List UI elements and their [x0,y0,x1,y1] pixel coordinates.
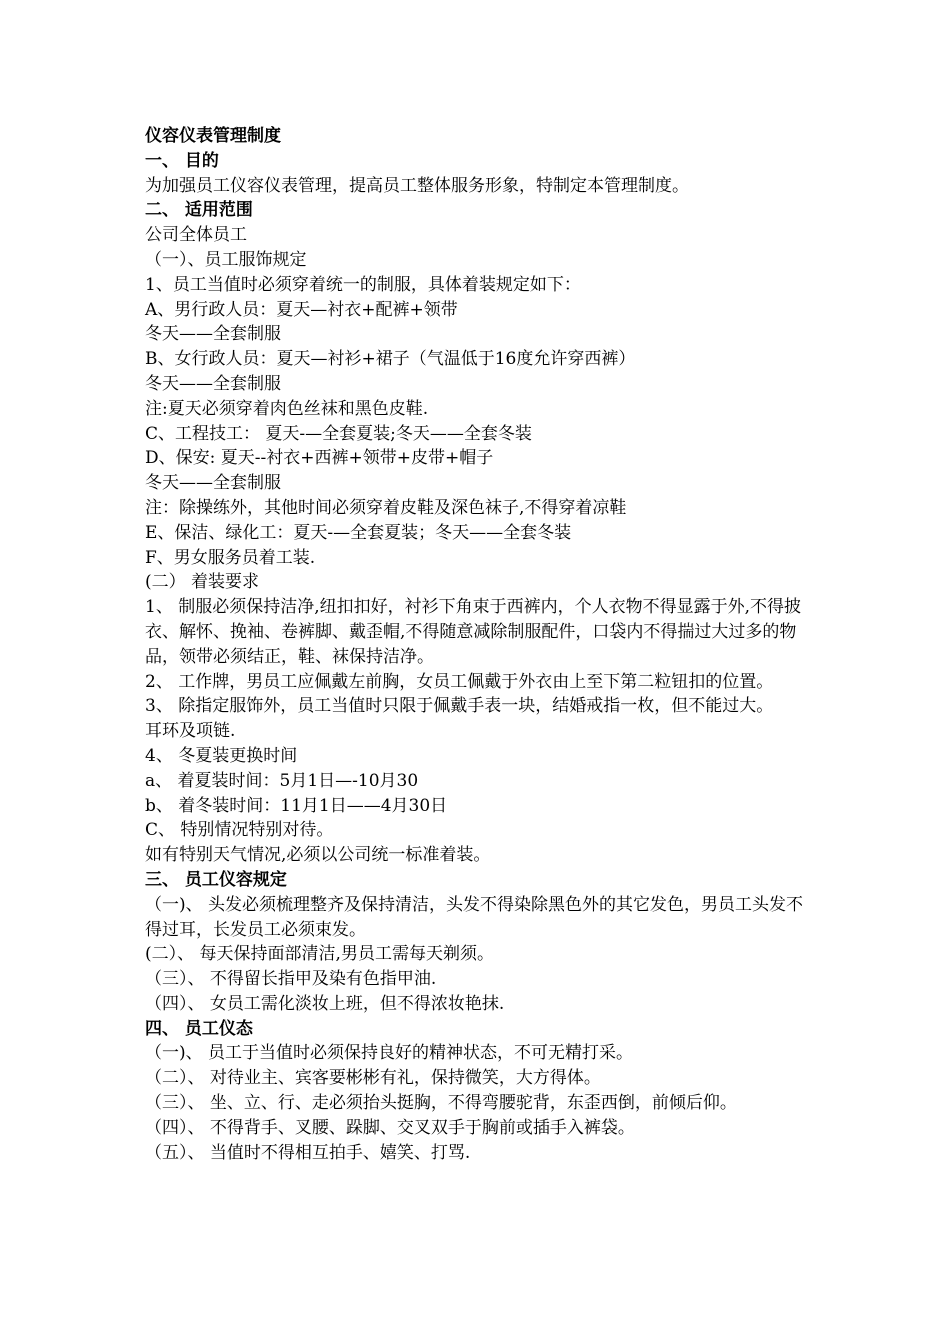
paragraph: （一)、 头发必须梳理整齐及保持清洁，头发不得染除黑色外的其它发色，男员工头发不得过耳，长发员工必须束发。 [145,894,804,940]
paragraph: 4、 冬夏装更换时间 [145,745,298,766]
paragraph: （一)、 员工于当值时必须保持良好的精神状态，不可无精打采。 [145,1043,634,1064]
list-item: E、保洁、绿化工：夏天-—全套夏装；冬天——全套冬装 [145,522,572,543]
paragraph: （四）、 女员工需化淡妆上班，但不得浓妆艳抹. [145,993,505,1014]
paragraph: （三）、 坐、立、行、走必须抬头挺胸，不得弯腰驼背，东歪西倒，前倾后仰。 [145,1093,737,1114]
note: 注:夏天必须穿着肉色丝袜和黑色皮鞋. [145,398,429,419]
section-heading-scope: 二、 适用范围 [145,200,253,221]
subsection-heading: (二） 着装要求 [145,572,260,593]
paragraph: 1、员工当值时必须穿着统一的制服，具体着装规定如下： [145,274,581,295]
paragraph: (二）、 每天保持面部清洁,男员工需每天剃须。 [145,944,494,965]
section-heading-appearance: 三、 员工仪容规定 [145,869,287,890]
paragraph: 2、 工作牌，男员工应佩戴左前胸，女员工佩戴于外衣由上至下第二粒钮扣的位置。 [145,671,774,692]
subsection-heading: （一）、员工服饰规定 [145,249,307,270]
paragraph: 如有特别天气情况,必须以公司统一标准着装。 [145,845,491,866]
list-item: 冬天——全套制服 [145,373,281,394]
list-item: F、男女服务员着工装. [145,547,316,568]
list-item: a、 着夏装时间：5月1日—-10月30 [145,770,419,791]
note: 注：除操练外，其他时间必须穿着皮鞋及深色袜子,不得穿着凉鞋 [145,497,627,518]
list-item: C、 特别情况特别对待。 [145,820,334,841]
paragraph: 3、 除指定服饰外，员工当值时只限于佩戴手表一块，结婚戒指一枚，但不能过大。 [145,696,774,717]
list-item: 冬天——全套制服 [145,324,281,345]
document-title: 仪容仪表管理制度 [145,126,281,146]
paragraph: 为加强员工仪容仪表管理，提高员工整体服务形象，特制定本管理制度。 [145,175,689,196]
list-item: A、男行政人员：夏天—衬衣+配裤+领带 [145,299,458,320]
list-item: b、 着冬装时间：11月1日——4月30日 [145,795,448,816]
paragraph: （三）、 不得留长指甲及染有色指甲油. [145,969,437,990]
section-heading-purpose: 一、 目的 [145,150,219,171]
paragraph: 1、 制服必须保持洁净,纽扣扣好，衬衫下角束于西裤内，个人衣物不得显露于外,不得披衣、解怀、挽袖、卷裤脚、戴歪帽,不得随意减除制服配件，口袋内不得揣过大过多的物品，领带必须结正，鞋、袜保持洁净。 [145,597,802,667]
paragraph: （四）、 不得背手、叉腰、跺脚、交叉双手于胸前或插手入裤袋。 [145,1117,635,1138]
list-item: D、保安: 夏天--衬衣+西裤+领带+皮带+帽子 [145,448,494,469]
paragraph: 耳环及项链. [145,721,236,742]
list-item: C、工程技工： 夏天-—全套夏装;冬天——全套冬装 [145,423,532,444]
section-heading-manner: 四、 员工仪态 [145,1018,253,1039]
paragraph: 公司全体员工 [145,225,247,246]
paragraph: （五）、 当值时不得相互拍手、嬉笑、打骂. [145,1142,471,1163]
list-item: 冬天——全套制服 [145,473,281,494]
list-item: B、女行政人员：夏天—衬衫+裙子（气温低于16度允许穿西裤） [145,349,636,370]
paragraph: （二）、 对待业主、宾客要彬彬有礼，保持微笑，大方得体。 [145,1068,601,1089]
document-page [145,124,810,1165]
